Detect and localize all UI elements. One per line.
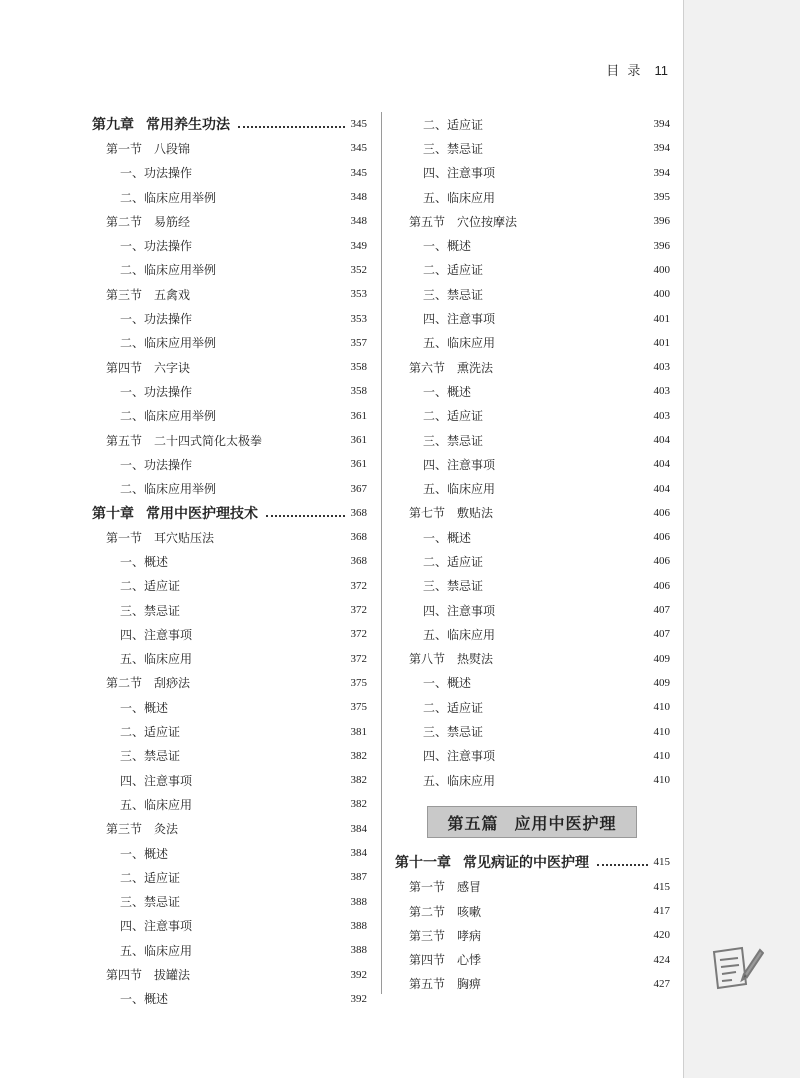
toc-item-row[interactable] [92, 647, 367, 671]
toc-page-number: 381 [350, 725, 367, 738]
toc-item-row[interactable] [92, 549, 367, 573]
toc-page-number: 388 [350, 944, 367, 957]
toc-entry-title: 五禽戏 [154, 287, 191, 302]
toc-page-number: 353 [350, 288, 367, 301]
toc-item-row[interactable] [395, 525, 670, 549]
toc-item-row[interactable] [395, 428, 670, 452]
toc-section-row[interactable] [395, 875, 670, 899]
toc-entry-title: 常用养生功法 [146, 117, 230, 134]
toc-entry-title: 五、临床应用 [423, 190, 496, 205]
toc-entry-title: 五、临床应用 [423, 773, 496, 788]
toc-right-top [395, 112, 670, 792]
toc-page-number: 352 [350, 263, 367, 276]
toc-page-number: 403 [653, 385, 670, 398]
toc-item-row[interactable] [395, 379, 670, 403]
toc-page-number: 406 [653, 531, 670, 544]
toc-entry-title: 二、适应证 [423, 263, 484, 278]
toc-page-number: 406 [653, 579, 670, 592]
toc-entry-label: 第七节 [409, 506, 446, 521]
toc-entry-title: 五、临床应用 [423, 336, 496, 351]
toc-item-row[interactable] [92, 306, 367, 330]
toc-entry-title: 三、禁忌证 [423, 579, 484, 594]
toc-item-row[interactable] [395, 719, 670, 743]
part-banner[interactable] [427, 806, 637, 838]
toc-entry-label: 第二节 [106, 214, 143, 229]
toc-item-row[interactable] [395, 598, 670, 622]
toc-item-row[interactable] [395, 112, 670, 136]
toc-entry-title: 心悸 [457, 953, 482, 968]
toc-page-number: 401 [653, 312, 670, 325]
toc-entry-title: 四、注意事项 [423, 749, 496, 764]
toc-page-number: 358 [350, 385, 367, 398]
toc-entry-title: 三、禁忌证 [423, 287, 484, 302]
toc-entry-title: 五、临床应用 [423, 482, 496, 497]
toc-entry-title: 一、功法操作 [120, 457, 193, 472]
toc-item-row[interactable] [395, 574, 670, 598]
toc-section-row[interactable] [92, 962, 367, 986]
toc-entry-title: 二、适应证 [423, 117, 484, 132]
toc-entry-label: 第五节 [409, 977, 446, 992]
toc-page-number: 406 [653, 555, 670, 568]
toc-page-number: 372 [350, 628, 367, 641]
toc-entry-label: 第十章 [92, 505, 134, 522]
toc-item-row[interactable] [92, 987, 367, 1011]
toc-entry-title: 二、临床应用举例 [120, 190, 217, 205]
toc-entry-title: 三、禁忌证 [120, 895, 181, 910]
note-pencil-icon [708, 938, 764, 994]
toc-page-number: 353 [350, 312, 367, 325]
toc-section-row[interactable] [92, 355, 367, 379]
toc-item-row[interactable] [92, 914, 367, 938]
toc-entry-title: 四、注意事项 [120, 773, 193, 788]
toc-page-number: 388 [350, 895, 367, 908]
toc-entry-title: 一、功法操作 [120, 239, 193, 254]
toc-chapter-row[interactable] [395, 850, 670, 874]
toc-entry-label: 第三节 [106, 822, 143, 837]
toc-page-number: 382 [350, 749, 367, 762]
toc-item-row[interactable] [92, 792, 367, 816]
toc-item-row[interactable] [92, 695, 367, 719]
toc-item-row[interactable] [92, 622, 367, 646]
toc-item-row[interactable] [92, 476, 367, 500]
toc-page-number: 404 [653, 458, 670, 471]
toc-section-row[interactable] [92, 525, 367, 549]
toc-page-number: 361 [350, 434, 367, 446]
toc-entry-title: 一、功法操作 [120, 312, 193, 327]
toc-page-number: 400 [653, 288, 670, 301]
toc-item-row[interactable] [395, 768, 670, 792]
toc-page-number: 427 [653, 977, 670, 990]
toc-item-row[interactable] [395, 258, 670, 282]
toc-entry-title: 五、临床应用 [423, 627, 496, 642]
header-page-number: 11 [654, 63, 668, 78]
toc-entry-title: 一、概述 [423, 239, 472, 254]
toc-page-number: 387 [350, 871, 367, 884]
toc-page-number: 403 [653, 361, 670, 374]
toc-entry-title: 二、适应证 [423, 409, 484, 424]
toc-entry-title: 二、临床应用举例 [120, 482, 217, 497]
toc-page-number: 410 [653, 701, 670, 714]
toc-entry-title: 四、注意事项 [423, 603, 496, 618]
toc-page-number: 372 [350, 652, 367, 665]
toc-section-row[interactable] [395, 972, 670, 996]
toc-entry-title: 四、注意事项 [423, 457, 496, 472]
toc-entry-title: 二、临床应用举例 [120, 336, 217, 351]
toc-item-row[interactable] [395, 185, 670, 209]
toc-chapter-row[interactable] [92, 501, 367, 525]
dot-leader [266, 509, 345, 517]
toc-item-row[interactable] [92, 379, 367, 403]
toc-right-bottom [395, 850, 670, 996]
toc-page-number: 409 [653, 652, 670, 665]
toc-entry-title: 一、功法操作 [120, 384, 193, 399]
toc-entry-title: 五、临床应用 [120, 797, 193, 812]
toc-entry-title: 胸痹 [457, 977, 482, 992]
column-divider [381, 112, 382, 994]
toc-item-row[interactable] [395, 136, 670, 160]
toc-item-row[interactable] [395, 233, 670, 257]
toc-entry-label: 第三节 [106, 287, 143, 302]
toc-page-number: 349 [350, 239, 367, 252]
toc-entry-title: 四、注意事项 [423, 166, 496, 181]
toc-item-row[interactable] [395, 306, 670, 330]
toc-entry-title: 二、适应证 [423, 700, 484, 715]
toc-entry-label: 第四节 [106, 968, 143, 983]
part-name: 应用中医护理 [514, 813, 617, 833]
toc-page-number: 384 [350, 847, 367, 860]
toc-page-number: 348 [350, 215, 367, 228]
toc-entry-title: 三、禁忌证 [120, 603, 181, 618]
toc-page-number: 368 [350, 506, 367, 519]
toc-item-row[interactable] [395, 549, 670, 573]
toc-entry-title: 常见病证的中医护理 [463, 855, 589, 872]
toc-entry-title: 常用中医护理技术 [146, 505, 258, 522]
toc-page-number: 382 [350, 774, 367, 787]
toc-page-number: 392 [350, 992, 367, 1005]
toc-item-row[interactable] [395, 476, 670, 500]
toc-entry-title: 哮病 [457, 928, 482, 943]
toc-entry-title: 五、临床应用 [120, 943, 193, 958]
toc-entry-label: 第一节 [409, 880, 446, 895]
toc-page-number: 357 [350, 336, 367, 349]
toc-page-number: 348 [350, 191, 367, 204]
toc-entry-title: 一、概述 [423, 530, 472, 545]
toc-page-number: 375 [350, 701, 367, 714]
toc-entry-label: 第一节 [106, 530, 143, 545]
toc-page-number: 424 [653, 953, 670, 966]
toc-item-row[interactable] [92, 841, 367, 865]
toc-entry-title: 感冒 [457, 880, 482, 895]
toc-page-number: 368 [350, 531, 367, 544]
toc-item-row[interactable] [92, 161, 367, 185]
toc-item-row[interactable] [395, 331, 670, 355]
toc-page-number: 400 [653, 263, 670, 276]
toc-section-row[interactable] [92, 428, 367, 452]
toc-entry-title: 三、禁忌证 [120, 749, 181, 764]
toc-page-number: 382 [350, 798, 367, 811]
toc-item-row[interactable] [92, 744, 367, 768]
toc-entry-label: 第四节 [409, 953, 446, 968]
dot-leader [238, 120, 345, 128]
toc-entry-label: 第四节 [106, 360, 143, 375]
toc-item-row[interactable] [92, 719, 367, 743]
toc-column-right [395, 112, 670, 996]
toc-entry-title: 八段锦 [154, 141, 191, 156]
toc-section-row[interactable] [92, 209, 367, 233]
toc-entry-title: 五、临床应用 [120, 652, 193, 667]
toc-entry-label: 第九章 [92, 117, 134, 134]
toc-entry-title: 一、概述 [120, 992, 169, 1007]
toc-section-row[interactable] [395, 923, 670, 947]
toc-entry-label: 第五节 [409, 214, 446, 229]
toc-page-number: 420 [653, 929, 670, 942]
toc-entry-title: 四、注意事项 [120, 919, 193, 934]
toc-entry-title: 灸法 [154, 822, 179, 837]
toc-chapter-row[interactable] [92, 112, 367, 136]
toc-page-number: 417 [653, 905, 670, 918]
toc-entry-label: 第二节 [106, 676, 143, 691]
toc-section-row[interactable] [395, 355, 670, 379]
toc-item-row[interactable] [395, 282, 670, 306]
toc-entry-title: 四、注意事项 [423, 312, 496, 327]
toc-item-row[interactable] [92, 890, 367, 914]
toc-entry-title: 穴位按摩法 [457, 214, 518, 229]
toc-entry-title: 敷贴法 [457, 506, 494, 521]
toc-page-number: 358 [350, 361, 367, 374]
toc-section-row[interactable] [92, 136, 367, 160]
toc-entry-title: 二、适应证 [423, 554, 484, 569]
toc-item-row[interactable] [92, 404, 367, 428]
toc-entry-title: 一、概述 [120, 846, 169, 861]
toc-entry-title: 耳穴贴压法 [154, 530, 215, 545]
toc-item-row[interactable] [92, 574, 367, 598]
toc-page-number: 361 [350, 458, 367, 471]
page-margin [683, 0, 800, 1078]
toc-item-row[interactable] [92, 865, 367, 889]
toc-item-row[interactable] [395, 452, 670, 476]
toc-entry-title: 拔罐法 [154, 968, 191, 983]
toc-page-number: 394 [653, 118, 670, 131]
toc-entry-label: 第二节 [409, 904, 446, 919]
toc-item-row[interactable] [92, 452, 367, 476]
header-title: 目 录 [606, 64, 643, 79]
toc-item-row[interactable] [395, 622, 670, 646]
toc-column-left [92, 112, 367, 1011]
toc-item-row[interactable] [92, 768, 367, 792]
toc-item-row[interactable] [92, 598, 367, 622]
toc-page-number: 396 [653, 239, 670, 252]
toc-item-row[interactable] [395, 671, 670, 695]
toc-entry-title: 易筋经 [154, 214, 191, 229]
toc-page-number: 394 [653, 142, 670, 155]
toc-page-number: 345 [350, 166, 367, 179]
toc-page-number: 406 [653, 506, 670, 519]
toc-entry-title: 咳嗽 [457, 904, 482, 919]
toc-page-number: 384 [350, 822, 367, 835]
toc-entry-title: 一、概述 [423, 676, 472, 691]
toc-entry-title: 三、禁忌证 [423, 725, 484, 740]
toc-entry-title: 二、临床应用举例 [120, 409, 217, 424]
toc-section-row[interactable] [92, 671, 367, 695]
running-header [606, 60, 668, 79]
toc-page-number: 401 [653, 336, 670, 349]
toc-entry-label: 第十一章 [395, 855, 451, 872]
toc-page-number: 372 [350, 604, 367, 617]
toc-entry-title: 二十四式简化太极拳 [154, 433, 263, 448]
toc-item-row[interactable] [92, 331, 367, 355]
toc-entry-title: 一、概述 [423, 384, 472, 399]
toc-section-row[interactable] [395, 948, 670, 972]
toc-page-number: 367 [350, 482, 367, 495]
toc-page-number: 415 [653, 880, 670, 893]
toc-section-row[interactable] [395, 209, 670, 233]
toc-item-row[interactable] [395, 161, 670, 185]
toc-page-number: 396 [653, 215, 670, 228]
toc-entry-title: 二、适应证 [120, 725, 181, 740]
toc-item-row[interactable] [92, 258, 367, 282]
toc-entry-title: 熏洗法 [457, 360, 494, 375]
toc-section-row[interactable] [395, 899, 670, 923]
toc-entry-label: 第八节 [409, 652, 446, 667]
toc-item-row[interactable] [395, 744, 670, 768]
toc-page-number: 395 [653, 191, 670, 204]
toc-item-row[interactable] [92, 938, 367, 962]
toc-page-number: 403 [653, 409, 670, 422]
toc-page-number: 407 [653, 604, 670, 617]
dot-leader [597, 858, 648, 866]
toc-entry-title: 一、功法操作 [120, 166, 193, 181]
toc-entry-title: 三、禁忌证 [423, 141, 484, 156]
toc-entry-title: 一、概述 [120, 700, 169, 715]
toc-section-row[interactable] [395, 647, 670, 671]
toc-section-row[interactable] [395, 501, 670, 525]
toc-item-row[interactable] [92, 185, 367, 209]
toc-entry-label: 第一节 [106, 141, 143, 156]
toc-entry-title: 四、注意事项 [120, 627, 193, 642]
toc-page-number: 345 [350, 118, 367, 131]
toc-entry-title: 二、临床应用举例 [120, 263, 217, 278]
toc-entry-title: 刮痧法 [154, 676, 191, 691]
toc-page-number: 404 [653, 482, 670, 495]
toc-page-number: 410 [653, 749, 670, 762]
toc-entry-label: 第三节 [409, 928, 446, 943]
toc-page-number: 368 [350, 555, 367, 568]
toc-page-number: 404 [653, 434, 670, 446]
toc-page-number: 409 [653, 676, 670, 689]
toc-entry-title: 三、禁忌证 [423, 433, 484, 448]
toc-page-number: 375 [350, 676, 367, 689]
toc-item-row[interactable] [395, 404, 670, 428]
toc-page-number: 394 [653, 166, 670, 179]
toc-page-number: 392 [350, 968, 367, 981]
toc-page-number: 407 [653, 628, 670, 641]
toc-item-row[interactable] [395, 695, 670, 719]
toc-section-row[interactable] [92, 817, 367, 841]
toc-page-number: 361 [350, 409, 367, 422]
toc-entry-label: 第五节 [106, 433, 143, 448]
toc-page-number: 415 [653, 856, 670, 869]
toc-page-number: 372 [350, 579, 367, 592]
toc-entry-label: 第六节 [409, 360, 446, 375]
toc-entry-title: 二、适应证 [120, 870, 181, 885]
toc-item-row[interactable] [92, 233, 367, 257]
toc-section-row[interactable] [92, 282, 367, 306]
toc-entry-title: 热熨法 [457, 652, 494, 667]
toc-page-number: 410 [653, 774, 670, 787]
toc-entry-title: 二、适应证 [120, 579, 181, 594]
toc-entry-title: 一、概述 [120, 554, 169, 569]
toc-page-number: 388 [350, 919, 367, 932]
toc-page-number: 410 [653, 725, 670, 738]
part-label: 第五篇 [447, 813, 499, 833]
toc-page-number: 345 [350, 142, 367, 155]
toc-entry-title: 六字诀 [154, 360, 191, 375]
